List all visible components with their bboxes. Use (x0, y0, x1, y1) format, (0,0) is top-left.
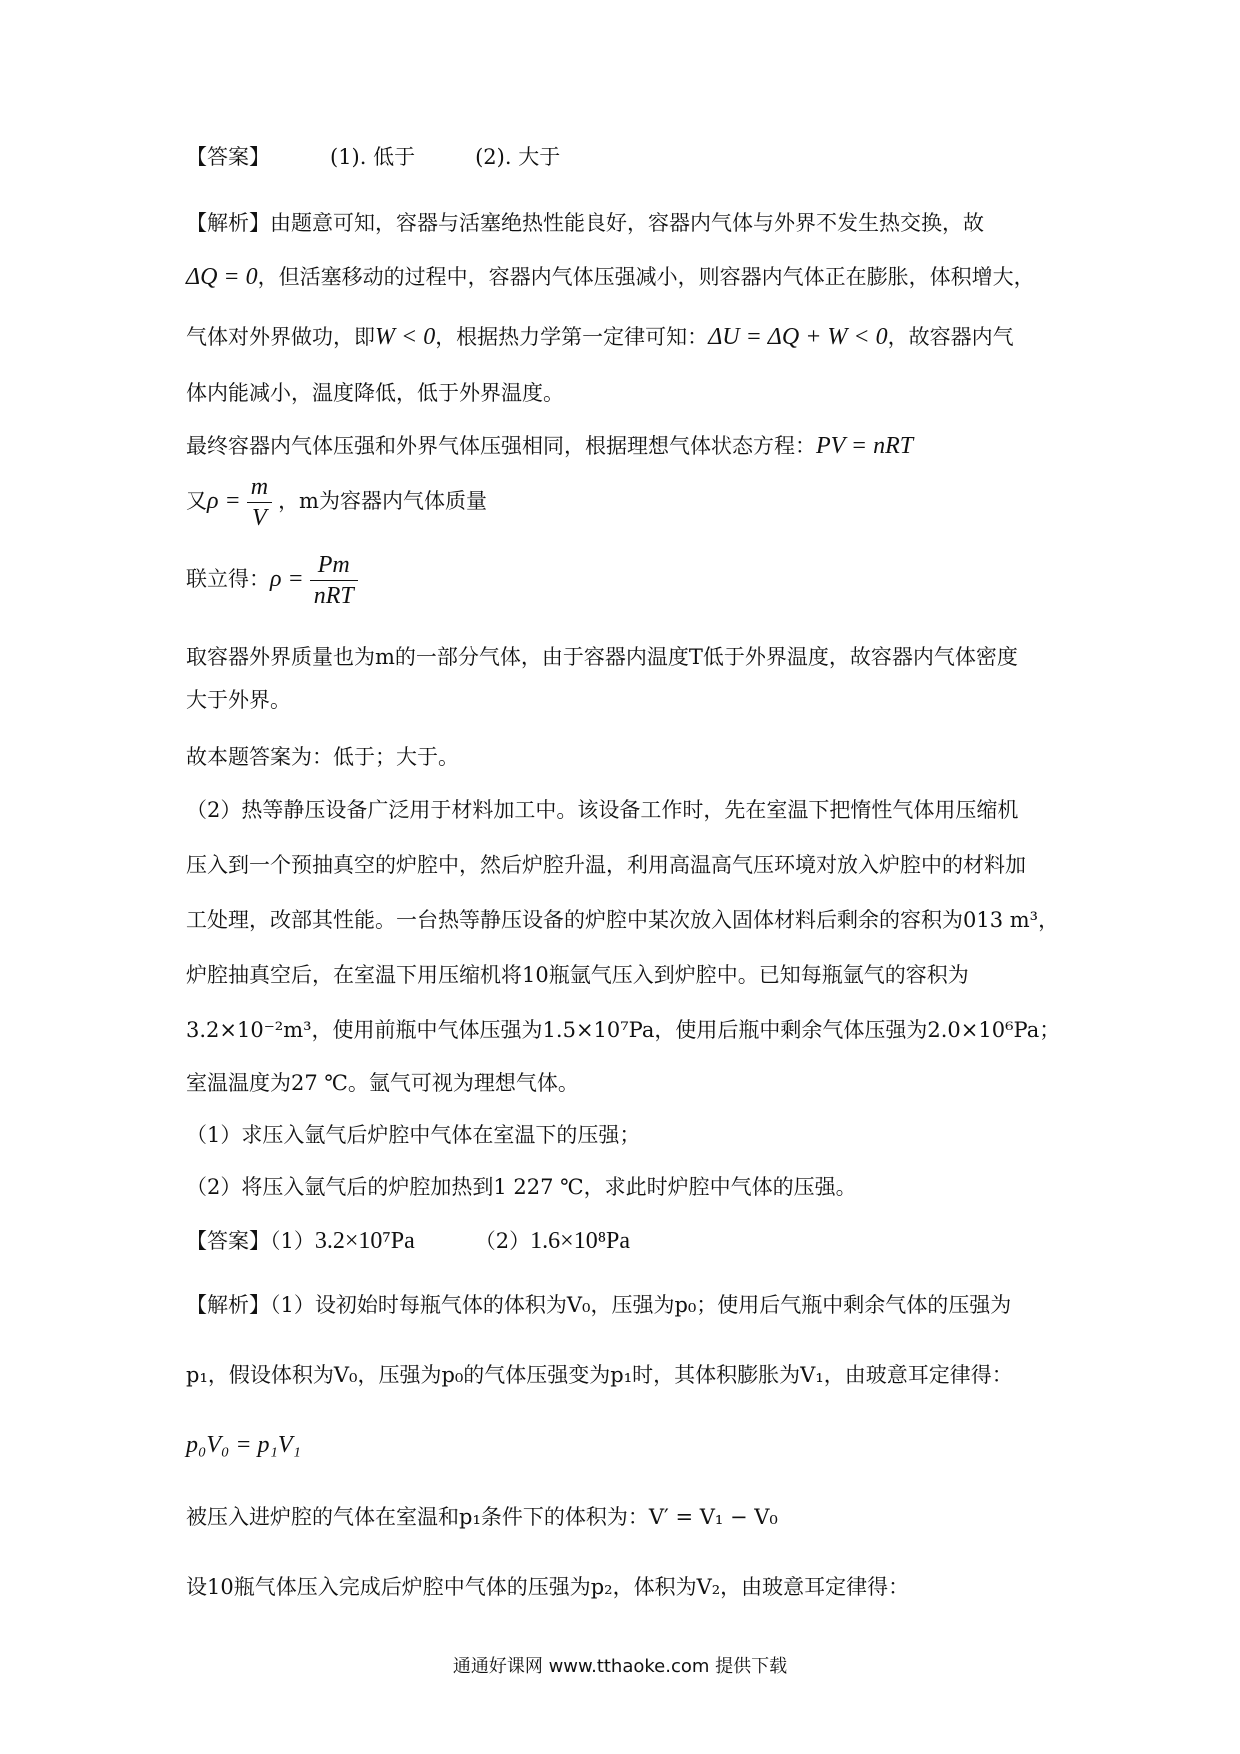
fraction-denominator: V (252, 505, 267, 531)
analysis-line-3 (186, 322, 1056, 352)
analysis-text-10: 故本题答案为：低于；大于。 (186, 745, 459, 769)
question-2-line-4 (186, 960, 1056, 990)
analysis-q2-line-4 (186, 1502, 1056, 1532)
analysis-line-5 (186, 431, 1056, 461)
analysis-text-8: 取容器外界质量也为m的一部分气体，由于容器内温度T低于外界温度，故容器内气体密度 (186, 645, 1018, 669)
analysis-line-6 (186, 472, 1056, 533)
question-2-line-7 (186, 1120, 1056, 1150)
analysis-label: 【解析】 (186, 211, 270, 235)
analysis-text-4: 体内能减小，温度降低，低于外界温度。 (186, 381, 564, 405)
question-text-3: 工处理，改部其性能。一台热等静压设备的炉腔中某次放入固体材料后剩余的容积为013 m³， (186, 908, 1060, 932)
analysis-text-7: 联立得： (186, 567, 270, 591)
analysis-line-7 (186, 550, 1056, 611)
analysis-text-3a: 气体对外界做功，即 (186, 325, 375, 349)
fraction-m-over-v (247, 472, 272, 533)
question-text-7: （1）求压入氩气后炉腔中气体在室温下的压强； (186, 1123, 641, 1147)
fraction-numerator-2: Pm (310, 550, 358, 581)
answer-label: 【答案】 (186, 145, 270, 169)
analysis-q2-line-2 (186, 1360, 1056, 1390)
answer-1-prefix: （1） (270, 1229, 315, 1253)
analysis-q2-text-5: 设10瓶气体压入完成后炉腔中气体的压强为p₂，体积为V₂，由玻意耳定律得： (186, 1575, 910, 1599)
analysis-q2-text-4: 被压入进炉腔的气体在室温和p₁条件下的体积为：V′ = V₁ − V₀ (186, 1505, 778, 1529)
analysis-q2-line-5 (186, 1572, 1056, 1602)
formula-ideal-gas: PV = nRT (816, 433, 914, 459)
answer-1-value: 3.2×10⁷Pa (314, 1228, 415, 1254)
analysis-text-1: 由题意可知，容器与活塞绝热性能良好，容器内气体与外界不发生热交换，故 (270, 211, 984, 235)
question-2-line-6 (186, 1068, 1056, 1098)
analysis-line-1 (186, 208, 1056, 238)
question-text-2: 压入到一个预抽真空的炉腔中，然后炉腔升温，利用高温高气压环境对放入炉腔中的材料加 (186, 853, 1026, 877)
analysis-label-2: 【解析】 (186, 1293, 270, 1317)
answer-2-value: 1.6×10⁸Pa (530, 1228, 631, 1254)
analysis-text-3c: ，根据热力学第一定律可知： (435, 325, 709, 349)
question-2-line-8 (186, 1172, 1056, 1202)
answer-label-2: 【答案】 (186, 1229, 270, 1253)
analysis-line-4 (186, 378, 1056, 408)
question-2-line-2 (186, 850, 1056, 880)
question-2-line-3 (186, 905, 1060, 935)
fraction-numerator: m (247, 472, 272, 503)
answer-1: (1). 低于 (330, 145, 416, 169)
analysis-q2-line-1 (186, 1290, 1056, 1320)
analysis-text-6b: ，m为容器内气体质量 (278, 489, 487, 513)
analysis-text-9: 大于外界。 (186, 688, 291, 712)
analysis-text-6a: 又 (186, 489, 207, 513)
analysis-text-2: ，但活塞移动的过程中，容器内气体压强减小，则容器内气体正在膨胀，体积增大， (257, 265, 1035, 289)
question-2-line-1 (186, 795, 1056, 825)
answer-line-q1 (186, 142, 1056, 172)
question-text-5: 3.2×10⁻²m³，使用前瓶中气体压强为1.5×10⁷Pa，使用后瓶中剩余气体压强为2.0×10⁶Pa； (186, 1018, 1061, 1042)
question-text-6: 室温温度为27 ℃。氩气可视为理想气体。 (186, 1071, 579, 1095)
formula-boyle-1: p₀V₀ = p₁V₁ (186, 1432, 301, 1458)
analysis-q2-text-1: （1）设初始时每瓶气体的体积为V₀，压强为p₀；使用后气瓶中剩余气体的压强为 (270, 1293, 1012, 1317)
formula-delta-q: ΔQ = 0 (186, 264, 258, 290)
analysis-line-10 (186, 742, 1056, 772)
answer-2-prefix: （2） (474, 1229, 531, 1253)
analysis-text-3e: ，故容器内气 (887, 325, 1014, 349)
answer-line-q2 (186, 1226, 1056, 1256)
fraction-pm-over-nrt (310, 550, 358, 611)
answer-2: (2). 大于 (475, 145, 561, 169)
analysis-q2-text-2: p₁，假设体积为V₀，压强为p₀的气体压强变为p₁时，其体积膨胀为V₁，由玻意耳定律得： (186, 1363, 1013, 1387)
analysis-line-2 (186, 262, 1056, 292)
analysis-line-8 (186, 642, 1056, 672)
question-2-line-5 (186, 1015, 1061, 1045)
formula-first-law: ΔU = ΔQ + W < 0 (708, 324, 888, 350)
analysis-text-5: 最终容器内气体压强和外界气体压强相同，根据理想气体状态方程： (186, 434, 816, 458)
formula-w: W < 0 (375, 324, 436, 350)
question-text-4: 炉腔抽真空后，在室温下用压缩机将10瓶氩气压入到炉腔中。已知每瓶氩气的容积为 (186, 963, 969, 987)
formula-rho-2: ρ = (270, 566, 304, 592)
formula-rho: ρ = (207, 488, 241, 514)
page-footer: 通通好课网 www.tthaoke.com 提供下载 (452, 1656, 788, 1677)
question-text-8: （2）将压入氩气后的炉腔加热到1 227 ℃，求此时炉腔中气体的压强。 (186, 1175, 857, 1199)
analysis-line-9 (186, 685, 1056, 715)
question-text-1: （2）热等静压设备广泛用于材料加工中。该设备工作时，先在室温下把惰性气体用压缩机 (186, 798, 1019, 822)
analysis-q2-line-3 (186, 1430, 1056, 1460)
fraction-denominator-2: nRT (313, 583, 354, 609)
